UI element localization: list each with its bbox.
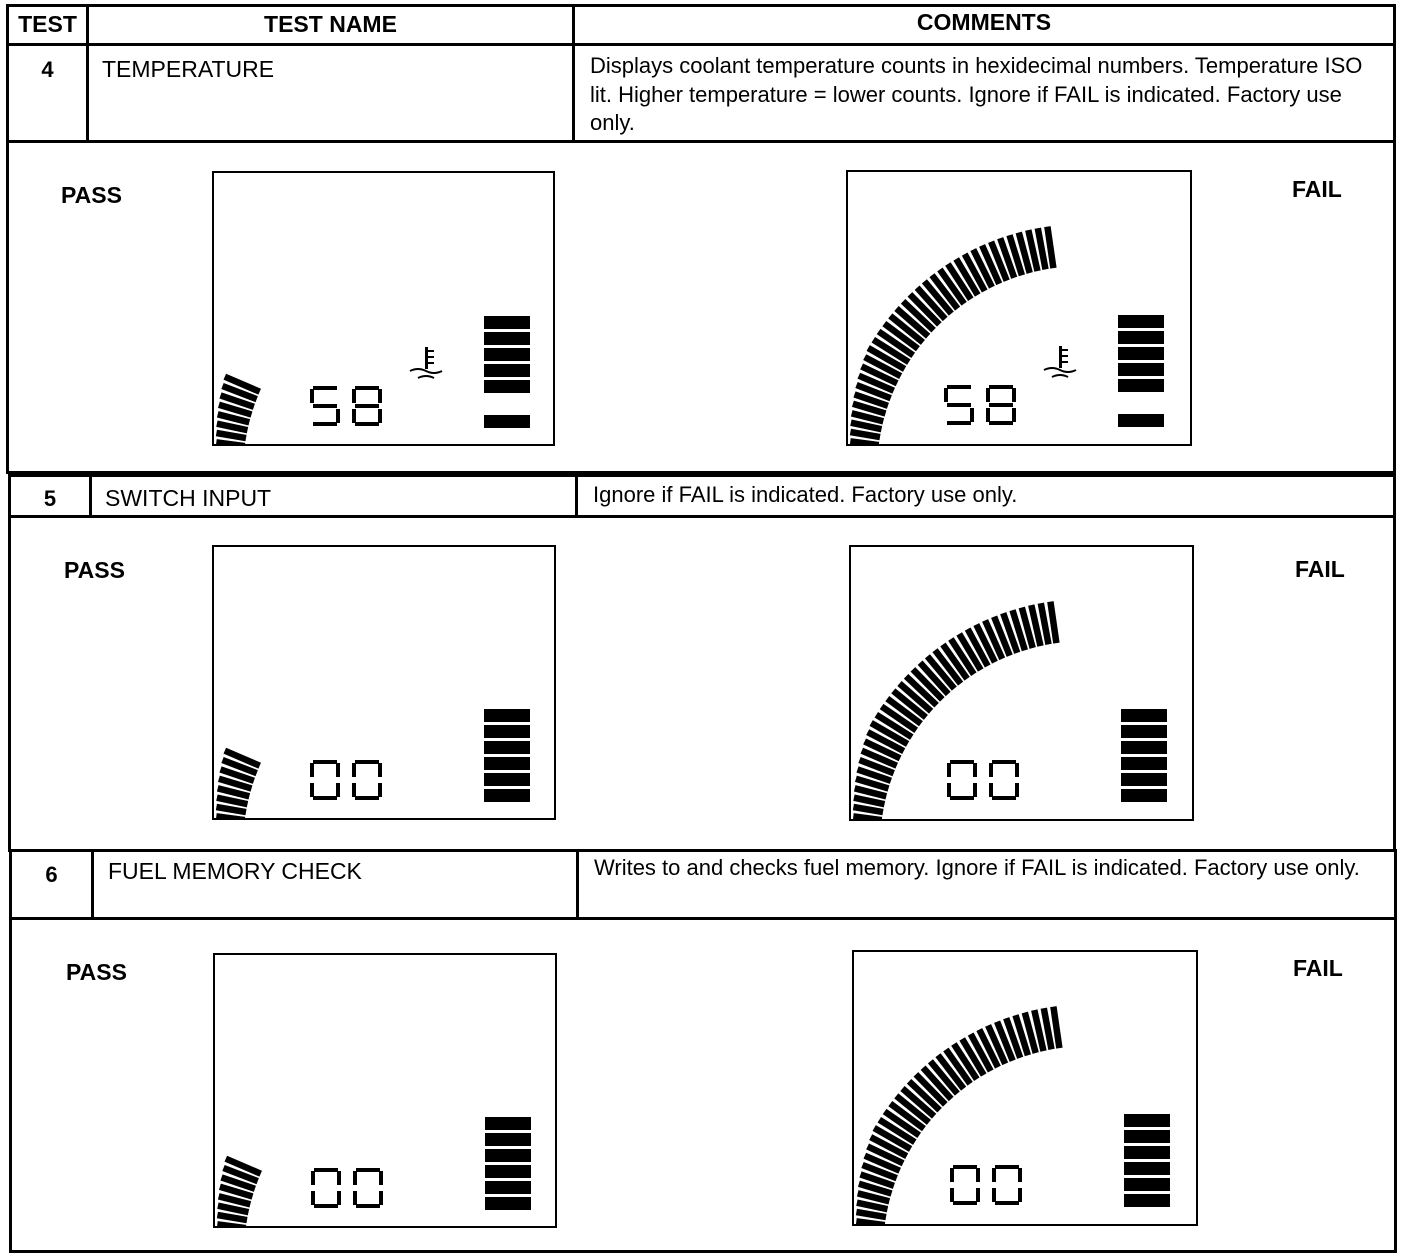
digit-segment [337, 1171, 341, 1185]
divider [572, 43, 575, 143]
fail-label: FAIL [1292, 176, 1342, 202]
digit-segment [355, 760, 379, 764]
bar-block [485, 1149, 531, 1162]
bar-block [1118, 363, 1164, 376]
bar-block [1124, 1162, 1170, 1175]
digit-segment [989, 385, 1013, 389]
bar-gauge [1121, 709, 1167, 802]
digit-readout [311, 1168, 383, 1208]
pass-label: PASS [61, 182, 122, 208]
tach-segment [853, 816, 882, 819]
bar-block [484, 364, 530, 377]
digit-readout [944, 385, 1016, 425]
tach-segment [850, 441, 879, 444]
digit-segment [1015, 783, 1019, 797]
digit-segment [356, 1204, 380, 1208]
tach-segment [856, 1212, 886, 1217]
digit-segment [944, 388, 948, 402]
digit-segment [992, 760, 1016, 764]
bar-block [1124, 1130, 1170, 1143]
digit-segment [992, 1188, 996, 1202]
lcd-graphic [215, 955, 555, 1226]
bar-block [485, 1133, 531, 1146]
bar-block [1121, 789, 1167, 802]
tach-segment [856, 1221, 885, 1224]
header-test-name: TEST NAME [264, 11, 397, 37]
digit-segment [314, 1168, 338, 1172]
digit-readout [947, 760, 1019, 800]
test-name: TEMPERATURE [102, 56, 275, 82]
digit-segment [336, 763, 340, 777]
digit-segment [355, 796, 379, 800]
test-number: 5 [43, 486, 57, 511]
digit-segment [310, 783, 314, 797]
bar-block [484, 789, 530, 802]
fail-label: FAIL [1295, 556, 1345, 582]
digit-segment [378, 409, 382, 423]
digit-segment [378, 763, 382, 777]
digit-segment [989, 783, 993, 797]
digit-segment [379, 1191, 383, 1205]
bar-block [485, 1117, 531, 1130]
bar-gauge [1118, 315, 1164, 427]
digit-segment [995, 1201, 1019, 1205]
test-comment: Ignore if FAIL is indicated. Factory use only. [593, 482, 1018, 507]
bar-block-low [1118, 414, 1164, 427]
divider [91, 849, 94, 920]
tach-arc [853, 602, 1056, 819]
bar-block [1121, 757, 1167, 770]
bar-block [1124, 1194, 1170, 1207]
digit-segment [973, 783, 977, 797]
digit-segment [353, 1191, 357, 1205]
digit-segment [950, 760, 974, 764]
bar-block [484, 757, 530, 770]
digit-segment [352, 389, 356, 403]
lcd-display-pass [212, 545, 556, 820]
tach-segment [217, 798, 248, 805]
tach-arc [856, 1007, 1059, 1224]
bar-block [484, 332, 530, 345]
bar-block [1118, 331, 1164, 344]
divider [89, 474, 92, 518]
digit-segment [989, 403, 1013, 407]
digit-segment [310, 389, 314, 403]
pass-label: PASS [66, 959, 127, 985]
digit-segment [336, 783, 340, 797]
tach-arc [217, 1159, 260, 1226]
bar-block [1121, 773, 1167, 786]
bar-block [1121, 709, 1167, 722]
test-number: 6 [45, 862, 58, 887]
digit-segment [989, 763, 993, 777]
digit-segment [950, 1168, 954, 1182]
bar-block [484, 773, 530, 786]
tach-segment [851, 423, 882, 430]
tach-segment [216, 807, 246, 812]
digit-segment [995, 1165, 1019, 1169]
tach-arc [850, 227, 1053, 444]
lcd-display-pass [213, 953, 557, 1228]
digit-segment [950, 1188, 954, 1202]
digit-readout [310, 386, 382, 426]
digit-segment [310, 763, 314, 777]
digit-segment [356, 1168, 380, 1172]
tach-arc [216, 377, 259, 444]
digit-segment [992, 796, 1016, 800]
tach-arc [216, 751, 259, 818]
digit-segment [352, 783, 356, 797]
bar-block [484, 725, 530, 738]
digit-segment [355, 404, 379, 408]
digit-segment [1018, 1188, 1022, 1202]
bar-block [1121, 741, 1167, 754]
digit-segment [378, 783, 382, 797]
divider [575, 474, 578, 518]
bar-block [1118, 315, 1164, 328]
digit-segment [355, 386, 379, 390]
tach-segment [857, 1203, 888, 1210]
lcd-graphic [854, 952, 1196, 1224]
bar-gauge [484, 709, 530, 802]
tach-segment [217, 424, 248, 431]
header-comments: COMMENTS [916, 9, 1052, 35]
tach-segment [217, 1224, 246, 1226]
digit-segment [950, 796, 974, 800]
lcd-display-pass [212, 171, 555, 446]
divider [576, 849, 579, 920]
digit-segment [1015, 763, 1019, 777]
lcd-graphic [214, 173, 553, 444]
bar-gauge [484, 316, 530, 428]
digit-segment [1012, 388, 1016, 402]
digit-segment [352, 763, 356, 777]
digit-segment [970, 408, 974, 422]
lcd-display-fail [846, 170, 1192, 446]
bar-gauge [1124, 1114, 1170, 1207]
bar-block [485, 1165, 531, 1178]
lcd-graphic [851, 547, 1192, 819]
digit-segment [947, 783, 951, 797]
digit-segment [947, 763, 951, 777]
digit-segment [986, 388, 990, 402]
bar-block [1121, 725, 1167, 738]
digit-segment [336, 409, 340, 423]
tach-segment [1050, 602, 1056, 644]
digit-segment [953, 1201, 977, 1205]
digit-segment [992, 1168, 996, 1182]
bar-gauge [485, 1117, 531, 1210]
test-comment: Displays coolant temperature counts in hexidecimal numbers. Temperature ISO lit. Higher temperature = lower counts. Ignore if FAIL is indicated. Factory use only. [590, 53, 1363, 135]
bar-block [1124, 1178, 1170, 1191]
tach-segment [216, 816, 245, 818]
digit-segment [313, 386, 337, 390]
digit-segment [311, 1191, 315, 1205]
test-name: SWITCH INPUT [105, 485, 272, 511]
test-number: 4 [41, 57, 54, 82]
digit-readout [950, 1165, 1022, 1205]
digit-segment [313, 422, 337, 426]
digit-segment [947, 403, 971, 407]
bar-block [1124, 1146, 1170, 1159]
digit-segment [947, 421, 971, 425]
digit-segment [378, 389, 382, 403]
bar-block [1118, 379, 1164, 392]
digit-segment [1012, 408, 1016, 422]
tach-segment [216, 442, 245, 444]
digit-segment [314, 1204, 338, 1208]
coolant-temp-icon [1044, 346, 1076, 377]
digit-segment [355, 422, 379, 426]
digit-segment [353, 1171, 357, 1185]
digit-segment [313, 796, 337, 800]
tach-segment [853, 807, 883, 812]
digit-segment [973, 763, 977, 777]
test-comment: Writes to and checks fuel memory. Ignore if FAIL is indicated. Factory use only. [594, 855, 1360, 880]
bar-block [484, 741, 530, 754]
digit-segment [313, 760, 337, 764]
tach-segment [216, 433, 246, 438]
tach-segment [218, 1206, 249, 1213]
digit-segment [947, 385, 971, 389]
digit-segment [311, 1171, 315, 1185]
bar-block [484, 709, 530, 722]
bar-block [485, 1197, 531, 1210]
fail-label: FAIL [1293, 955, 1343, 981]
divider [86, 43, 89, 143]
bar-block-low [484, 415, 530, 428]
lcd-graphic [214, 547, 554, 818]
tach-segment [217, 1215, 247, 1220]
digit-segment [352, 409, 356, 423]
test-name: FUEL MEMORY CHECK [108, 858, 362, 884]
lcd-graphic [848, 172, 1190, 444]
bar-block [484, 380, 530, 393]
digit-segment [953, 1165, 977, 1169]
digit-segment [989, 421, 1013, 425]
lcd-display-fail [849, 545, 1194, 821]
bar-block [485, 1181, 531, 1194]
lcd-display-fail [852, 950, 1198, 1226]
digit-segment [976, 1168, 980, 1182]
bar-block [484, 316, 530, 329]
tach-segment [1053, 1007, 1059, 1049]
digit-segment [986, 408, 990, 422]
pass-label: PASS [64, 557, 125, 583]
digit-readout [310, 760, 382, 800]
bar-block [1118, 347, 1164, 360]
bar-block [1124, 1114, 1170, 1127]
bar-block [484, 348, 530, 361]
digit-segment [313, 404, 337, 408]
header-test: TEST [18, 11, 77, 37]
coolant-temp-icon [410, 347, 442, 378]
tach-segment [854, 798, 885, 805]
tach-segment [1047, 227, 1053, 269]
digit-segment [1018, 1168, 1022, 1182]
digit-segment [379, 1171, 383, 1185]
tach-segment [850, 432, 880, 437]
digit-segment [337, 1191, 341, 1205]
digit-segment [976, 1188, 980, 1202]
